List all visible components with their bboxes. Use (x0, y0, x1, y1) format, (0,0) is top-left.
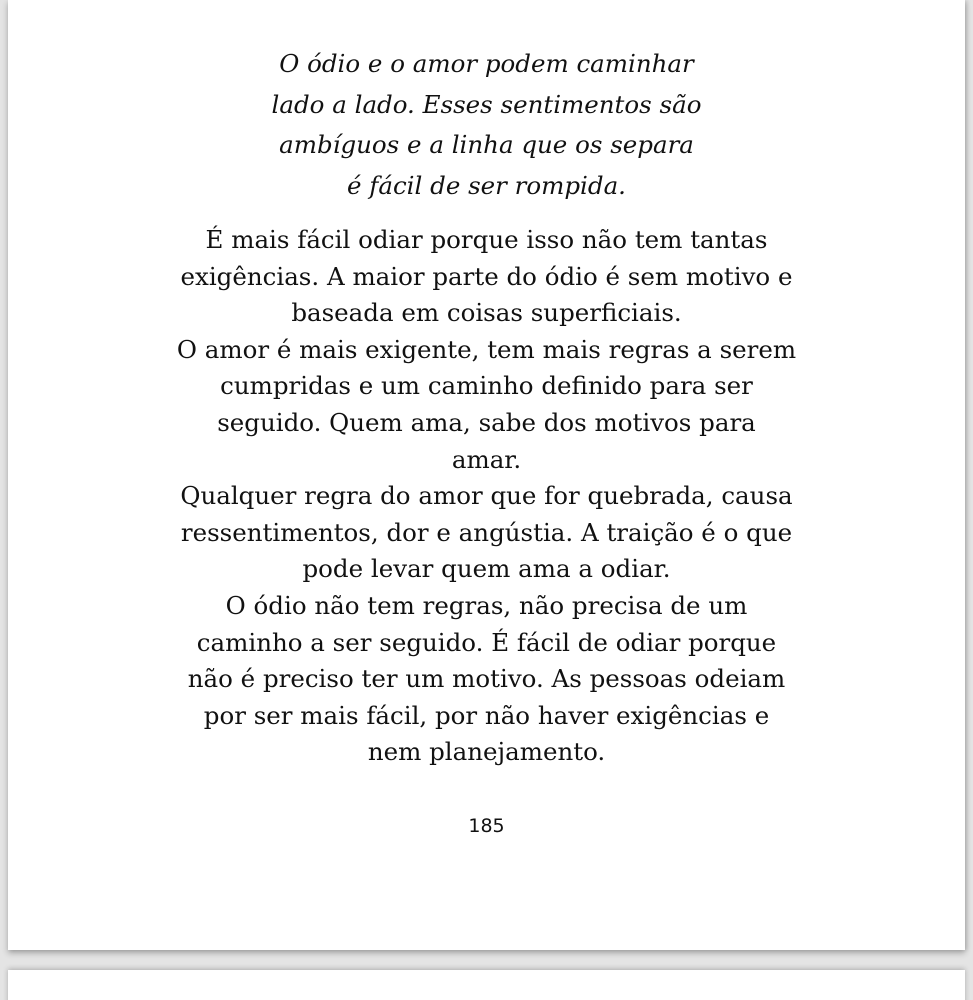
body-line: exigências. A maior parte do ódio é sem motivo e (180, 261, 793, 291)
body-line: cumpridas e um caminho definido para ser (220, 371, 753, 401)
body-line: por ser mais fácil, por não haver exigências e (203, 700, 770, 730)
next-page-edge (8, 970, 965, 1000)
page-number: 185 (468, 815, 505, 837)
body-line: ressentimentos, dor e angústia. A traição é o que (180, 517, 793, 547)
body-line: não é preciso ter um motivo. As pessoas odeiam (187, 664, 786, 694)
body-line: É mais fácil odiar porque isso não tem tantas (205, 225, 768, 254)
body-line: amar. (451, 444, 522, 474)
body-line: pode levar quem ama a odiar. (302, 554, 671, 584)
body-line: Qualquer regra do amor que for quebrada, causa (180, 481, 793, 511)
body-line: nem planejamento. (367, 737, 606, 767)
epigraph-line: ambíguos e a linha que os separa (279, 130, 694, 159)
epigraph (8, 44, 965, 206)
page (8, 0, 965, 950)
body-line: O amor é mais exigente, tem mais regras a serem (176, 334, 797, 364)
body-line: caminho a ser seguido. É fácil de odiar porque (196, 627, 777, 657)
epigraph-line: é fácil de ser rompida. (347, 170, 626, 200)
body-text (8, 222, 965, 771)
body-line: O ódio não tem regras, não precisa de um (225, 590, 748, 620)
body-line: baseada em coisas superficiais. (291, 298, 682, 328)
epigraph-line: O ódio e o amor podem caminhar (279, 49, 694, 78)
body-line: seguido. Quem ama, sabe dos motivos para (217, 407, 756, 437)
epigraph-line: lado a lado. Esses sentimentos são (271, 89, 702, 119)
